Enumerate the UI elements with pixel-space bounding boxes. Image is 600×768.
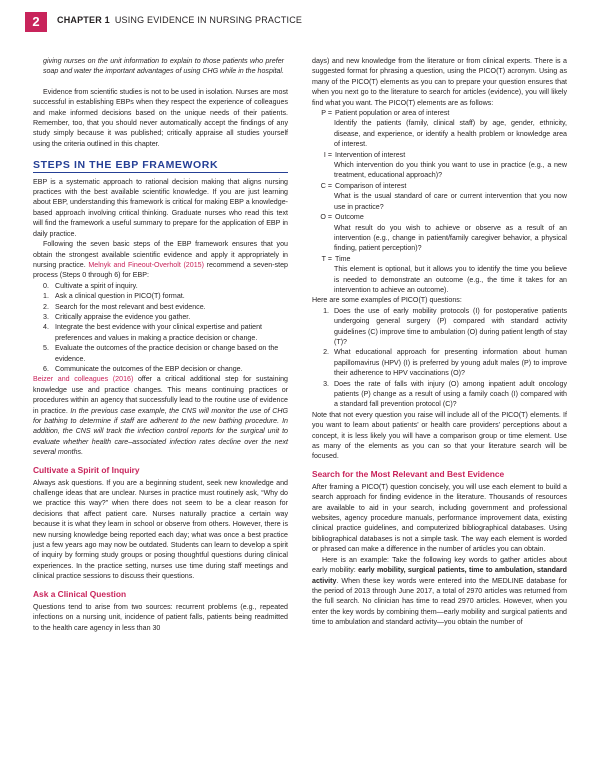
body-paragraph: Always ask questions. If you are a beginning student, seek new knowledge and challenge ideas that are unclear. Nurses in practice must routinely ask, “Why do we practice this way?” when there does not seem to be a clear reason for decisions that affect patient care. Nurses naturally practice a certain way because it is what they learn in school or observe from others. However, there is new nursing knowledge being reported each day; what was once a best practice just a few years ago may now be outdated. Students can learn to develop a spirit of inquiry by forming study groups or posing thoughtful questions during clinical experiences. In the practice setting, nurses use time during staff meetings and clinical practice sessions to discuss their questions. <box>33 478 288 581</box>
citation-link[interactable]: Melnyk and Fineout-Overholt (2015) <box>88 260 204 269</box>
pico-item: C = Comparison of interest <box>320 181 407 190</box>
keywords: early mobility, surgical patients, time to ambulation, standard activity <box>312 566 567 585</box>
pico-item: O = Outcome <box>320 213 364 222</box>
list-item: 2. What educational approach for presenting information about human papillomavirus (HPV) (I) is preferred by young adult males (P) to improve their adherence to HPV vaccinations (O)? <box>323 348 567 378</box>
examples-intro: Here are some examples of PICO(T) questions: <box>312 296 462 305</box>
list-item: 3. Does the rate of falls with injury (O) among inpatient adult oncology patients (P) change as a result of using a family coach (I) compared with a standard fall prevention protocol (C)? <box>323 379 567 409</box>
list-item: 4. Integrate the best evidence with your clinical expertise and patient preferences and values in making a practice decision or change. <box>43 323 263 342</box>
right-column <box>312 56 567 628</box>
pico-item: T = Time <box>321 254 351 263</box>
citation-link[interactable]: Beizer and colleagues (2016) <box>33 375 134 384</box>
examples-list <box>312 306 567 410</box>
left-column <box>33 56 288 633</box>
body-paragraph: days) and new knowledge from the literature or from clinical experts. There is a suggested format for phrasing a question, using the PICO(T) acronym. Using as many of the PICO(T) elements as you can to prepare your question ensures that when you next go to the literature to search for articles (evidence), you will likely find what you want. The PICO(T) elements are as follows: <box>312 57 567 107</box>
list-item: 2. Search for the most relevant and best evidence. <box>43 302 206 311</box>
pico-item: I = Intervention of interest <box>323 150 406 159</box>
chapter-title: USING EVIDENCE IN NURSING PRACTICE <box>114 15 303 25</box>
body-paragraph: After framing a PICO(T) question concisely, you will use each element to build a search approach for finding evidence in the literature. Thousands of resources are available to aid in your search, including government and professional websites, agency procedure manuals, performance improvement data, existing clinical practice guidelines, and computerized bibliographical databases. Using bibliographical databases is not a simple task. The way each element is worded or phrased can make a difference in the number of articles you can obtain. <box>312 482 567 554</box>
case-example-continued: giving nurses on the unit information to explain to those patients who prefer soap and water the important advantages of using CHG while in the hospital. <box>43 57 284 76</box>
list-item: 5. Evaluate the outcomes of the practice decision or change based on the evidence. <box>43 344 279 363</box>
subheading-cultivate: Cultivate a Spirit of Inquiry <box>33 464 140 475</box>
body-paragraph: Questions tend to arise from two sources: recurrent problems (e.g., repeated infections on a nursing unit, incidence of patient falls, patients being readmitted to the health care agency in less than 30 <box>33 602 288 632</box>
body-paragraph: EBP is a systematic approach to rational decision making that aligns nursing practices with the best available scientific knowledge. If you are just learning about EBP, understanding this framework is critical for making EBP a knowledge-based approach involving critical thinking. Graduate nurses who read this text will find the framework a useful summary to prepare for the application of EBP in daily practice. <box>33 177 288 238</box>
steps-list <box>33 281 288 375</box>
body-paragraph: Here is an example: Take the following key words to gather articles about early mobility: early mobility, surgical patients, time to ambulation, standard activity. When these key words were entered into the MEDLINE database for the period of 2013 through June 2017, a total of 2970 articles was returned from the full search. No clinician has time to read 2970 articles. However, when you enter the key words by combining them—early mobility and surgical patients and time to ambulation and standard activity—you obtain the number of <box>312 555 567 627</box>
list-item: 1. Does the use of early mobility protocols (I) for postoperative patients undergoing general surgery (P) compared with standard activity guidelines (C) improve time to ambulation (O) during patient length of stay (T)? <box>323 306 567 346</box>
pico-elements: P = Patient population or area of interest Identify the patients (family, clinical staff) by age, gender, ethnicity, disease, and experience, or identify a health problem or knowledge area of interest. I = Intervention of interest Which intervention do you think you want to use in practice (e.g., a new treatment, educational approach)? C = Comparison of interest What is the usual standard of care or current intervention that you now use in practice? O = Outcome What result do you wish to achieve or observe as a result of an intervention (e.g., change in patient/family caregiver behavior, a physical finding, patient perception)? T = Time This element is optional, but it allows you to identify the time you believe is needed to demonstrate an outcome (e.g., the time it takes for an intervention to achieve an outcome). <box>312 108 567 295</box>
section-heading-steps: STEPS IN THE EBP FRAMEWORK <box>33 160 288 172</box>
pico-item: P = Patient population or area of interest <box>321 109 450 118</box>
body-paragraph: Following the seven basic steps of the EBP framework ensures that you obtain the strongest available scientific evidence and apply it appropriately in nursing practice. Melnyk and Fineout-Overholt (2015) recommend a seven-step process (Steps 0 through 6) for EBP: <box>33 240 288 280</box>
chapter-heading <box>57 15 302 25</box>
page-number: 2 <box>25 12 47 32</box>
list-item: 0. Cultivate a spirit of inquiry. <box>43 281 138 290</box>
subheading-search: Search for the Most Relevant and Best Evidence <box>312 468 505 479</box>
chapter-label: CHAPTER 1 <box>57 15 110 25</box>
subheading-ask: Ask a Clinical Question <box>33 588 127 599</box>
list-item: 6. Communicate the outcomes of the EBP decision or change. <box>43 364 243 373</box>
body-paragraph: Evidence from scientific studies is not to be used in isolation. Nurses are most successful in establishing EBPs when they respect the experience of colleagues and make informed decisions based on the unique needs of their patients. Remember, too, that you should never automatically accept the findings of any study simply because it was published; critically appraise all studies yourself using the criteria outlined in this chapter. <box>33 87 288 148</box>
list-item: 1. Ask a clinical question in PICO(T) format. <box>43 292 185 301</box>
list-item: 3. Critically appraise the evidence you gather. <box>43 312 191 321</box>
running-header <box>0 12 600 32</box>
body-paragraph: Note that not every question you raise will include all of the PICO(T) elements. If you want to learn about patients’ or health care providers’ perceptions about a concept, it is less likely you will have a comparison group or time element. Use as many of the elements as you can so that your literature search will be focused. <box>312 410 567 461</box>
body-paragraph: Beizer and colleagues (2016) offer a critical additional step for sustaining knowledge use and practice changes. This means continuing practices or procedures within an agency that successfully lead to the routine use of evidence in practice. In the previous case example, the CNS will monitor the use of CHG for bathing to determine if staff are adherent to the new bathing procedure. In addition, the CNS will track the infection control reports for the surgical unit to evaluate whether health care–associated infection rates decline over the next several months. <box>33 375 288 457</box>
case-example-italic: In the previous case example, the CNS will monitor the use of CHG for bathing to determine if staff are adherent to the new bathing procedure. In addition, the CNS will track the infection control reports for the surgical unit to evaluate whether health care–associated infection rates decline over the next several months. <box>33 406 288 457</box>
